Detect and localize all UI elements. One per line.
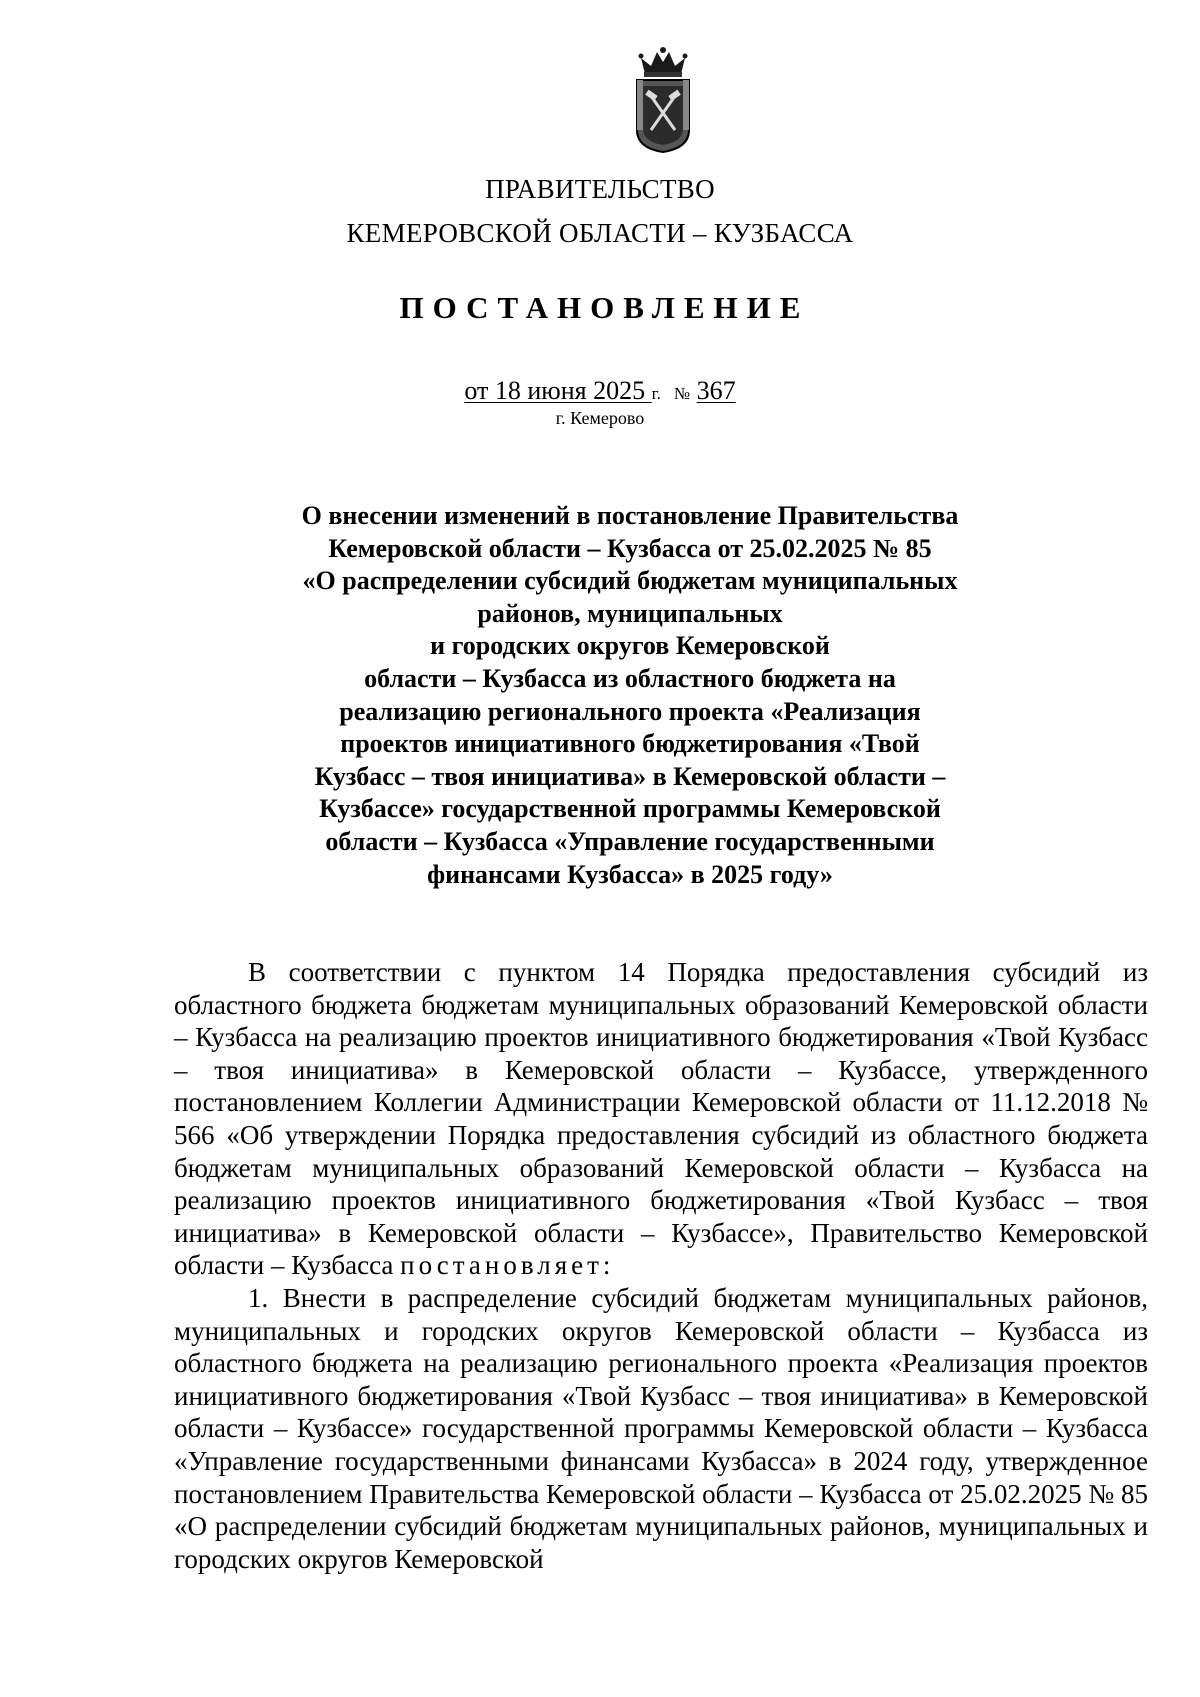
clause-1-paragraph: 1. Внести в распределение субсидий бюджетам муниципальных районов, муниципальных и городских округов Кемеровской области – Кузбасса из областного бюджета на реализацию регионального проекта «Реализация проектов инициативного бюджетирования «Твой Кузбасс – твоя инициатива» в Кемеровской области – Кузбассе» государственной программы Кемеровской области – Кузбасса «Управление государственными финансами Кузбасса» в 2024 году, утвержденное постановлением Правительства Кемеровской области – Кузбасса от 25.02.2025 № 85 «О распределении субсидий бюджетам муниципальных районов, муниципальных и городских округов Кемеровской — [174, 1282, 1148, 1574]
number-sign: № — [673, 384, 691, 403]
title-line: О внесении изменений в постановление Правительства — [301, 501, 959, 530]
government-name-line-1: ПРАВИТЕЛЬСТВО — [485, 174, 715, 204]
title-line: реализацию регионального проекта «Реализация — [339, 696, 921, 726]
title-line: Кемеровской области – Кузбасса от 25.02.2025 № 85 — [328, 533, 932, 563]
document-city: г. Кемерово — [555, 408, 645, 428]
date-number-line — [0, 376, 1200, 406]
preamble-text: В соответствии с пунктом 14 Порядка предоставления субсидий из областного бюджета бюджетам муниципальных образований Кемеровской области – Кузбасса на реализацию проектов инициативного бюджетирования «Твой Кузбасс – твоя инициатива» в Кемеровской области – Кузбассе, утвержденного постановлением Коллегии Администрации Кемеровской области от 11.12.2018 № 566 «Об утверждении Порядка предоставления субсидий из областного бюджета бюджетам муниципальных образований Кемеровской области – Кузбасса на реализацию проектов инициативного бюджетирования «Твой Кузбасс – твоя инициатива» в Кемеровской области – Кузбассе», Правительство Кемеровской области – Кузбасса — [174, 957, 1148, 1281]
title-line: области – Кузбасса из областного бюджета на — [364, 663, 896, 693]
document-number: 367 — [696, 376, 736, 405]
document-date: от 18 июня 2025 — [464, 376, 646, 405]
year-suffix: г. — [651, 384, 661, 403]
kuzbass-coat-of-arms-icon — [627, 44, 699, 154]
government-name-line-2: КЕМЕРОВСКОЙ ОБЛАСТИ – КУЗБАССА — [346, 218, 854, 248]
title-line: проектов инициативного бюджетирования «Твой — [340, 729, 920, 759]
document-body — [174, 956, 1148, 1575]
crown-icon — [639, 47, 688, 77]
title-line: Кузбасс – твоя инициатива» в Кемеровской области – — [314, 761, 946, 791]
title-line: районов, муниципальных — [477, 598, 783, 628]
resolves-word: постановляет: — [400, 1250, 615, 1281]
document-type: ПОСТАНОВЛЕНИЕ — [399, 290, 810, 325]
document-title — [250, 500, 1010, 891]
title-line: Кузбассе» государственной программы Кемеровской — [319, 794, 941, 824]
title-line: финансами Кузбасса» в 2025 году» — [427, 859, 833, 889]
title-line: области – Кузбасса «Управление государственными — [325, 826, 935, 856]
title-line: «О распределении субсидий бюджетам муниципальных — [302, 566, 958, 596]
title-line: и городских округов Кемеровской — [430, 631, 830, 661]
preamble-paragraph — [174, 956, 1148, 1282]
